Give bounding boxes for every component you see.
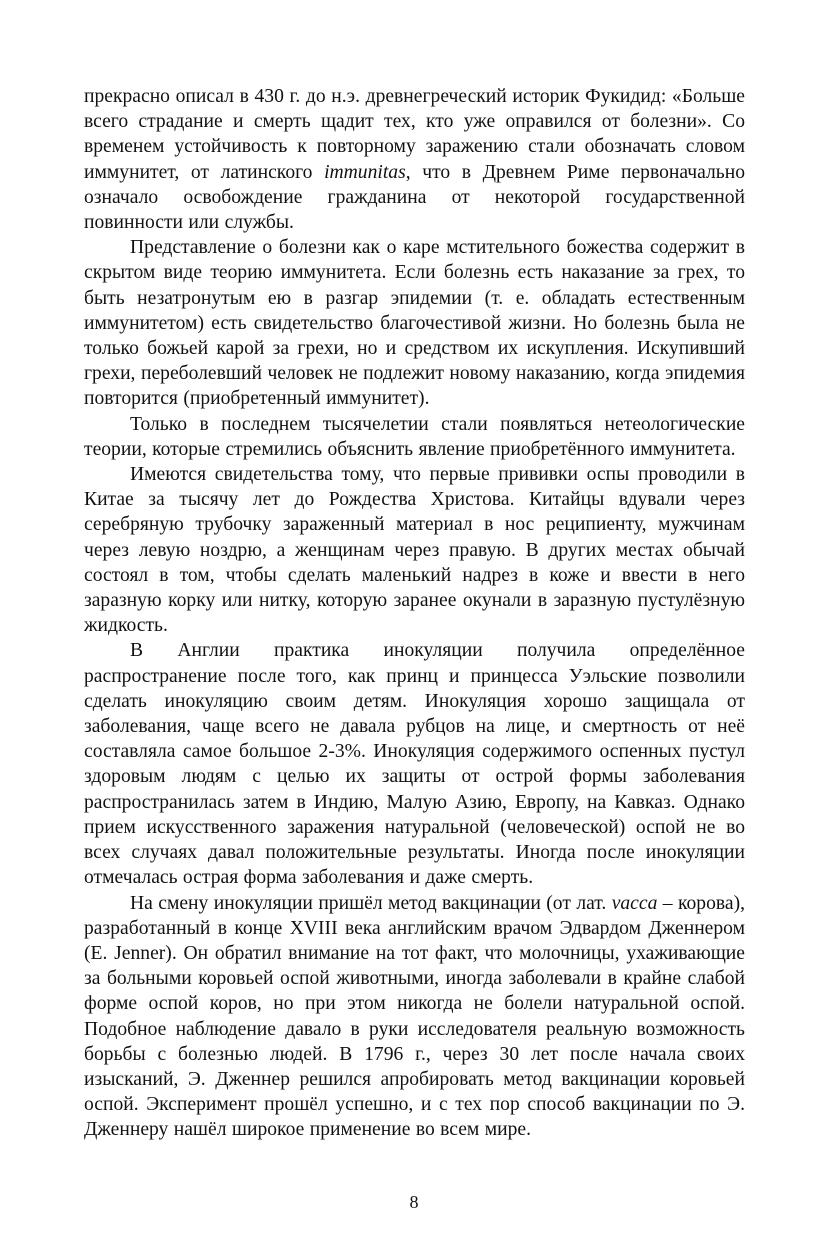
page-number: 8 — [409, 1192, 419, 1212]
text-segment: Имеются свидетельства тому, что первые прививки оспы проводили в Китае за тысячу лет до Рождества Христова. Китайцы вдували через серебряную трубочку зараженный материал в нос реципиенту, мужчинам через левую ноздрю, а женщинам через правую. В других местах обычай состоял в том, чтобы сделать маленький надрез в коже и ввести в него заразную корку или нитку, которую заранее окунали в заразную пустулёзную жидкость. — [84, 464, 745, 637]
paragraph — [84, 462, 745, 638]
text-segment: , что в Древнем Риме первоначально означало освобождение гражданина от некоторой государственной повинности или службы. — [84, 161, 745, 234]
paragraph — [84, 412, 745, 462]
text-segment: Только в последнем тысячелетии стали появляться нетеологические теории, которые стремились объяснить явление приобретённого иммунитета. — [84, 413, 745, 460]
text-segment: На смену инокуляции пришёл метод вакцинации (от лат. — [130, 892, 612, 914]
text-segment: прекрасно описал в 430 г. до н.э. древнегреческий историк Фукидид: «Больше всего страдание и смерть щадит тех, кто уже оправился от болезни». Со временем устойчивость к повторному заражению стали обозначать словом иммунитет, от латинского — [84, 86, 745, 183]
text-segment: В Англии практика инокуляции получила определённое распространение после того, как принц и принцесса Уэльские позволили сделать инокуляцию своим детям. Инокуляция хорошо защищала от заболевания, чаще всего не давала рубцов на лице, и смертность от неё составляла самое большое 2-3%. Инокуляция содержимого оспенных пустул здоровым людям с целью их защиты от острой формы заболевания распространилась затем в Индию, Малую Азию, Европу, на Кавказ. Однако прием искусственного заражения натуральной (человеческой) оспой не во всех случаях давал положительные результаты. Иногда после инокуляции отмечалась острая форма заболевания и даже смерть. — [84, 640, 745, 889]
body-text — [84, 84, 745, 1143]
text-segment: Представление о болезни как о каре мстительного божества содержит в скрытом виде теорию иммунитета. Если болезнь есть наказание за грех, то быть незатронутым ею в разгар эпидемии (т. е. обладать естественным иммунитетом) есть свидетельство благочестивой жизни. Но болезнь была не только божьей карой за грехи, но и средством их искупления. Искупивший грехи, переболевший человек не подлежит новому наказанию, когда эпидемия повторится (приобретенный иммунитет). — [84, 237, 745, 410]
text-segment: – корова), разработанный в конце XVIII века английским врачом Эдвардом Дженнером (E. Jenner). Он обратил внимание на тот факт, что молочницы, ухаживающие за больными коровьей оспой животными, иногда заболевали в крайне слабой форме оспой коров, но при этом никогда не болели натуральной оспой. Подобное наблюдение давало в руки исследователя реальную возможность борьбы с болезнью людей. В 1796 г., через 30 лет после начала своих изысканий, Э. Дженнер решился апробировать метод вакцинации коровьей оспой. Эксперимент прошёл успешно, и с тех пор способ вакцинации по Э. Дженнеру нашёл широкое применение во всем мире. — [84, 892, 746, 1141]
paragraph — [84, 84, 745, 235]
paragraph — [84, 891, 745, 1143]
paragraph — [84, 235, 745, 411]
italic-term: vacca — [611, 892, 658, 914]
paragraph — [84, 638, 745, 890]
italic-term: immunitas — [324, 161, 406, 183]
